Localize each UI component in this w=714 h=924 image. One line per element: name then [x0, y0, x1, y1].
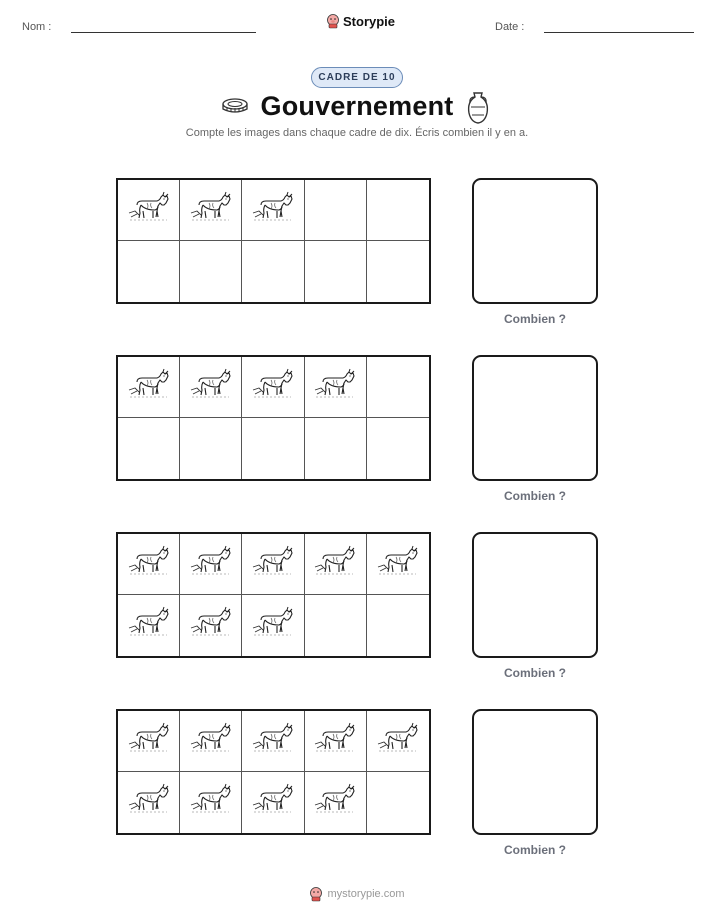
- ox-plow-icon: [127, 545, 171, 584]
- footer-url: mystorypie.com: [327, 888, 405, 900]
- ox-plow-icon: [127, 606, 171, 645]
- ten-frame-cell: [242, 595, 304, 656]
- ten-frame-cell: [180, 772, 242, 833]
- ten-frame-cell: [118, 180, 180, 241]
- ox-plow-icon: [189, 722, 233, 761]
- answer-label: Combien ?: [504, 312, 566, 326]
- name-label: Nom :: [22, 20, 52, 33]
- instructions: Compte les images dans chaque cadre de dix. Écris combien il y en a.: [185, 127, 529, 139]
- pig-mascot-icon: [309, 886, 323, 902]
- ten-frame-cell: [180, 241, 242, 302]
- ten-frame-cell: [242, 772, 304, 833]
- ten-frame-cell: [180, 418, 242, 479]
- worksheet-type-badge: CADRE DE 10: [311, 67, 403, 88]
- title-row: [0, 89, 714, 129]
- ten-frame-cell: [305, 595, 367, 656]
- ten-frame-cell: [118, 418, 180, 479]
- ten-frame-cell: [367, 772, 429, 833]
- name-field[interactable]: [22, 20, 256, 33]
- ten-frame-4: [116, 709, 431, 835]
- ten-frame-cell: [118, 241, 180, 302]
- date-field[interactable]: [495, 20, 694, 33]
- ox-plow-icon: [127, 783, 171, 822]
- ten-frame-cell: [367, 241, 429, 302]
- ox-plow-icon: [127, 722, 171, 761]
- ten-frame-cell: [305, 534, 367, 595]
- ten-frame-cell: [305, 357, 367, 418]
- ox-plow-icon: [251, 545, 295, 584]
- ten-frame-cell: [118, 357, 180, 418]
- ox-plow-icon: [376, 545, 420, 584]
- ox-plow-icon: [313, 783, 357, 822]
- ten-frame-cell: [305, 711, 367, 772]
- ten-frame-cell: [242, 357, 304, 418]
- ten-frame-cell: [118, 772, 180, 833]
- ten-frame-cell: [305, 772, 367, 833]
- ten-frame-3: [116, 532, 431, 658]
- ox-plow-icon: [127, 368, 171, 407]
- answer-box[interactable]: [472, 178, 598, 304]
- answer-box[interactable]: [472, 709, 598, 835]
- page-title: Gouvernement: [260, 91, 454, 121]
- ten-frame-cell: [180, 711, 242, 772]
- ox-plow-icon: [189, 783, 233, 822]
- ox-plow-icon: [313, 722, 357, 761]
- ten-frame-cell: [242, 241, 304, 302]
- ten-frame-cell: [242, 418, 304, 479]
- answer-box[interactable]: [472, 355, 598, 481]
- ten-frame-cell: [118, 711, 180, 772]
- ox-plow-icon: [189, 606, 233, 645]
- ox-plow-icon: [189, 545, 233, 584]
- ox-plow-icon: [189, 191, 233, 230]
- ten-frame-cell: [367, 357, 429, 418]
- footer: [0, 886, 714, 902]
- ten-frame-cell: [367, 180, 429, 241]
- ten-frame-cell: [305, 241, 367, 302]
- ten-frame-cell: [180, 534, 242, 595]
- answer-box[interactable]: [472, 532, 598, 658]
- ox-plow-icon: [127, 191, 171, 230]
- ten-frame-cell: [305, 180, 367, 241]
- ox-plow-icon: [376, 722, 420, 761]
- ten-frame-cell: [367, 595, 429, 656]
- ten-frame-cell: [367, 418, 429, 479]
- ten-frame-cell: [180, 357, 242, 418]
- ten-frame-cell: [118, 595, 180, 656]
- ox-plow-icon: [313, 545, 357, 584]
- answer-label: Combien ?: [504, 843, 566, 857]
- answer-label: Combien ?: [504, 666, 566, 680]
- ten-frame-cell: [242, 711, 304, 772]
- ten-frame-cell: [242, 534, 304, 595]
- ox-plow-icon: [251, 368, 295, 407]
- ten-frame-cell: [180, 595, 242, 656]
- ten-frame-cell: [367, 534, 429, 595]
- date-line[interactable]: [544, 32, 694, 33]
- ten-frame-1: [116, 178, 431, 304]
- ten-frame-cell: [118, 534, 180, 595]
- ox-plow-icon: [251, 783, 295, 822]
- ten-frame-cell: [180, 180, 242, 241]
- pig-mascot-icon: [326, 13, 340, 29]
- date-label: Date :: [495, 20, 525, 33]
- ox-plow-icon: [189, 368, 233, 407]
- ten-frame-cell: [305, 418, 367, 479]
- brand-logo: [326, 13, 395, 29]
- ox-plow-icon: [251, 606, 295, 645]
- ox-plow-icon: [251, 722, 295, 761]
- ten-frame-cell: [367, 711, 429, 772]
- brand-name: Storypie: [343, 13, 396, 29]
- name-line[interactable]: [71, 32, 256, 33]
- ox-plow-icon: [313, 368, 357, 407]
- amphora-icon: [465, 91, 491, 125]
- ten-frame-cell: [242, 180, 304, 241]
- ten-frame-2: [116, 355, 431, 481]
- ox-plow-icon: [251, 191, 295, 230]
- answer-label: Combien ?: [504, 489, 566, 503]
